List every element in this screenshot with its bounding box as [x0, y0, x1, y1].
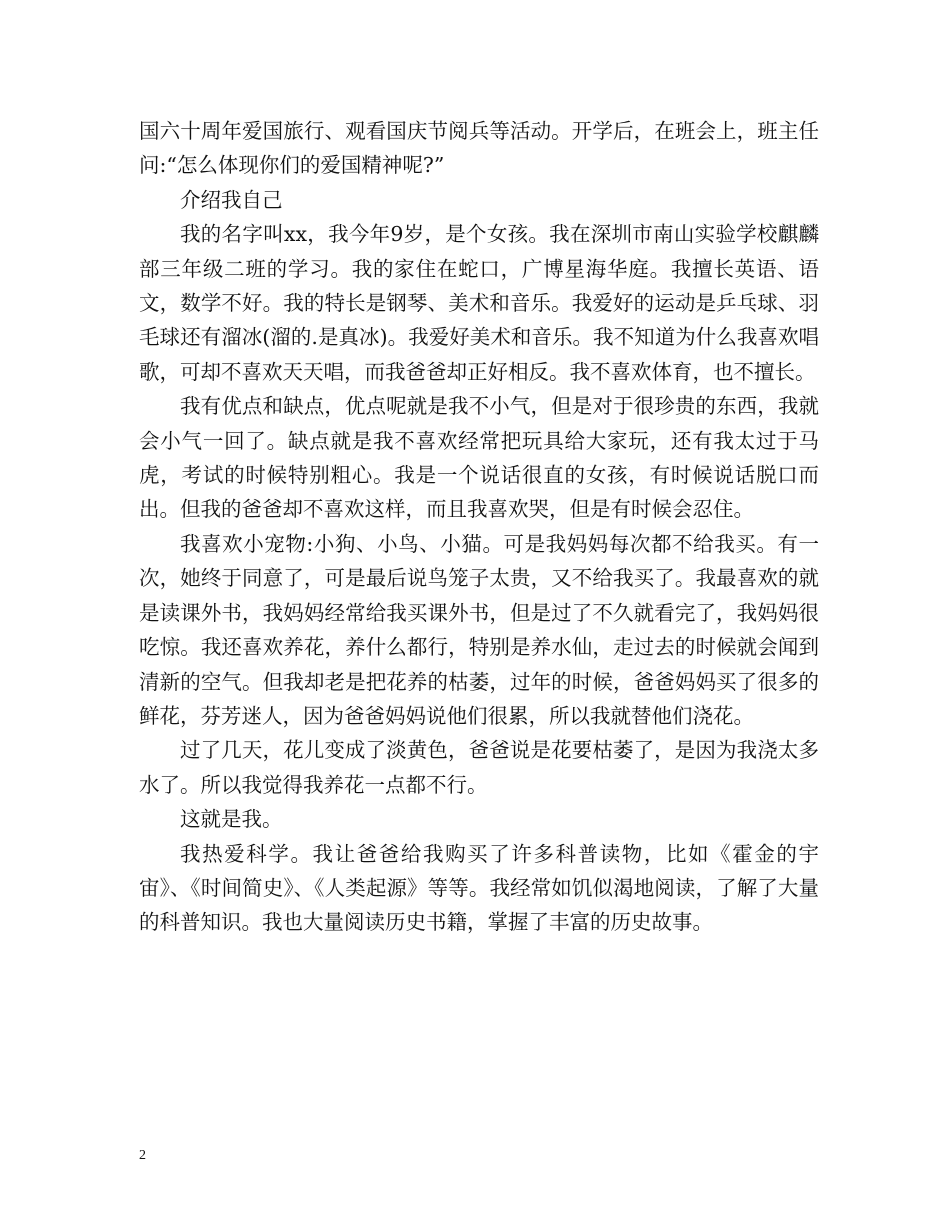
- page-number: 2: [139, 1148, 146, 1163]
- paragraph: 我有优点和缺点，优点呢就是我不小气，但是对于很珍贵的东西，我就会小气一回了。缺点就是我不喜欢经常把玩具给大家玩，还有我太过于马虎，考试的时候特别粗心。我是一个说话很直的女孩，有时候说话脱口而出。但我的爸爸却不喜欢这样，而且我喜欢哭，但是有时候会忍住。: [139, 394, 819, 522]
- paragraph: 我热爱科学。我让爸爸给我购买了许多科普读物，比如《霍金的宇宙》、《时间简史》、《人类起源》等等。我经常如饥似渴地阅读，了解了大量的科普知识。我也大量阅读历史书籍，掌握了丰富的历史故事。: [139, 841, 819, 935]
- document-body: [139, 114, 819, 940]
- paragraph-heading: 介绍我自己: [180, 187, 283, 212]
- paragraph: 我喜欢小宠物:小狗、小鸟、小猫。可是我妈妈每次都不给我买。有一次，她终于同意了，可是最后说鸟笼子太贵，又不给我买了。我最喜欢的就是读课外书，我妈妈经常给我买课外书，但是过了不久就看完了，我妈妈很吃惊。我还喜欢养花，养什么都行，特别是养水仙，走过去的时候就会闻到清新的空气。但我却老是把花养的枯萎，过年的时候，爸爸妈妈买了很多的鲜花，芬芳迷人，因为爸爸妈妈说他们很累，所以我就替他们浇花。: [139, 531, 819, 728]
- paragraph: 过了几天，花儿变成了淡黄色，爸爸说是花要枯萎了，是因为我浇太多水了。所以我觉得我养花一点都不行。: [139, 738, 819, 797]
- paragraph: 我的名字叫xx，我今年9岁，是个女孩。我在深圳市南山实验学校麒麟部三年级二班的学习。我的家住在蛇口，广博星海华庭。我擅长英语、语文，数学不好。我的特长是钢琴、美术和音乐。我爱好的运动是乒乓球、羽毛球还有溜冰(溜的.是真冰)。我爱好美术和音乐。我不知道为什么我喜欢唱歌，可却不喜欢天天唱，而我爸爸却正好相反。我不喜欢体育，也不擅长。: [139, 222, 819, 384]
- paragraph-continuation: 国六十周年爱国旅行、观看国庆节阅兵等活动。开学后，在班会上，班主任问:“怎么体现你们的爱国精神呢?”: [139, 119, 819, 178]
- paragraph: 这就是我。: [180, 807, 283, 832]
